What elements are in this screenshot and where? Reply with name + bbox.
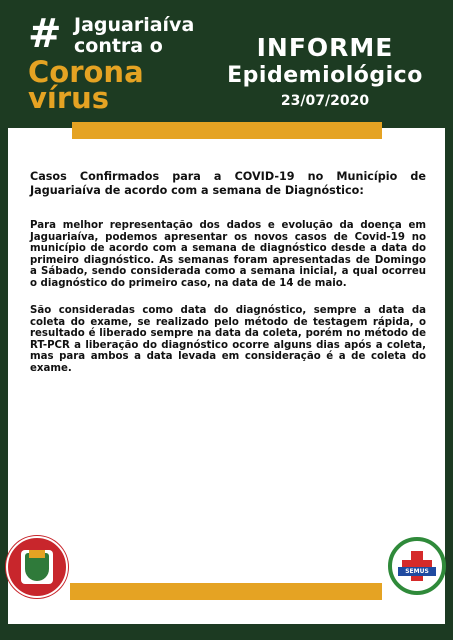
crest-icon [21, 550, 53, 584]
semus-badge: SEMUS [398, 567, 436, 576]
content-card [8, 128, 445, 624]
hashtag-icon: # [28, 11, 62, 57]
crest-crown [29, 550, 45, 558]
virus-word: vírus [28, 81, 110, 115]
prefeitura-seal-icon [6, 536, 68, 598]
header [0, 0, 453, 128]
semus-seal-icon [388, 537, 446, 595]
page-title: INFORME [256, 33, 394, 62]
content-heading: Casos Confirmados para a COVID-19 no Município de Jaguariaíva de acordo com a semana de Diagnóstico: [30, 170, 426, 197]
top-accent-bar [72, 122, 382, 139]
campaign-line-1: Jaguariaíva [74, 14, 195, 36]
campaign-line-2: contra o [74, 35, 163, 57]
report-date: 23/07/2020 [280, 93, 370, 109]
paragraph-2: São consideradas como data do diagnóstico, sempre a data da coleta do exame, se realizado pelo método de testagem rápida, o resultado é liberado sempre na data da coleta, porém no método de RT-PCR a liberação do diagnóstico ocorre alguns dias após a coleta, mas para ambos a data levada em consideração é a de coleta do exame. [30, 305, 426, 374]
page-subtitle: Epidemiológico [227, 63, 423, 88]
corona-word: Corona [28, 55, 144, 89]
bottom-accent-bar [70, 583, 382, 600]
paragraph-1: Para melhor representação dos dados e evolução da doença em Jaguariaíva, podemos apresentar os novos casos de Covid-19 no município de acordo com a semana de diagnóstico desde a data do primeiro diagnóstico. As semanas foram apresentadas de Domingo a Sábado, sendo considerada como a semana inicial, a qual ocorreu o diagnóstico do primeiro caso, na data de 14 de maio. [30, 220, 426, 289]
